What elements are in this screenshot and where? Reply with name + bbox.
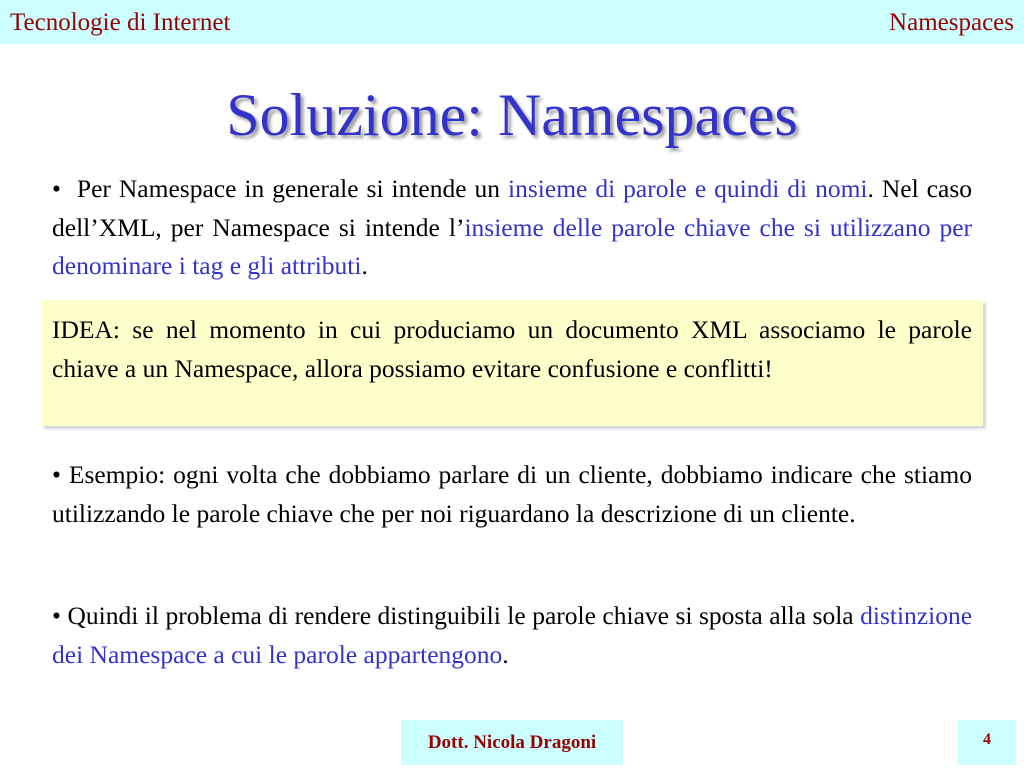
footer-author: Dott. Nicola Dragoni (401, 720, 623, 765)
bullet-text: . Nel caso dell’XML, per Namespace si intende l’ (52, 174, 972, 242)
bullet-example (52, 456, 972, 533)
topic-title: Namespaces (889, 9, 1014, 36)
bullet-definition (52, 170, 972, 286)
bullet-marker: • (52, 460, 61, 489)
bullet-marker: • (52, 174, 61, 203)
bullet-conclusion (52, 597, 972, 674)
bullet-text: Esempio: ogni volta che dobbiamo parlare di un cliente, dobbiamo indicare che stiamo utilizzando le parole chiave che per noi riguardano la descrizione di un cliente. (52, 460, 972, 528)
highlight-text: insieme di parole e quindi di nomi (508, 174, 868, 203)
bullet-marker: • (52, 601, 61, 630)
header-bar (0, 0, 1024, 44)
highlight-text: distinzione dei Namespace a cui le parole appartengono (52, 601, 973, 669)
bullet-text: . (502, 639, 509, 669)
bullet-text: . (361, 251, 368, 280)
bullet-text: Per Namespace in generale si intende un (76, 174, 509, 203)
highlight-text: insieme delle parole chiave che si utilizzano per denominare i tag e gli attributi (52, 212, 973, 280)
idea-text: IDEA: se nel momento in cui produciamo un documento XML associamo le parole chiave a un Namespace, allora possiamo evitare confusione e conflitti! (52, 315, 972, 383)
bullet-text: Quindi il problema di rendere distinguibili le parole chiave si sposta alla sola (67, 601, 861, 630)
slide-title: Soluzione: Namespaces (226, 82, 798, 148)
page-number: 4 (958, 720, 1016, 765)
course-title: Tecnologie di Internet (10, 9, 231, 36)
